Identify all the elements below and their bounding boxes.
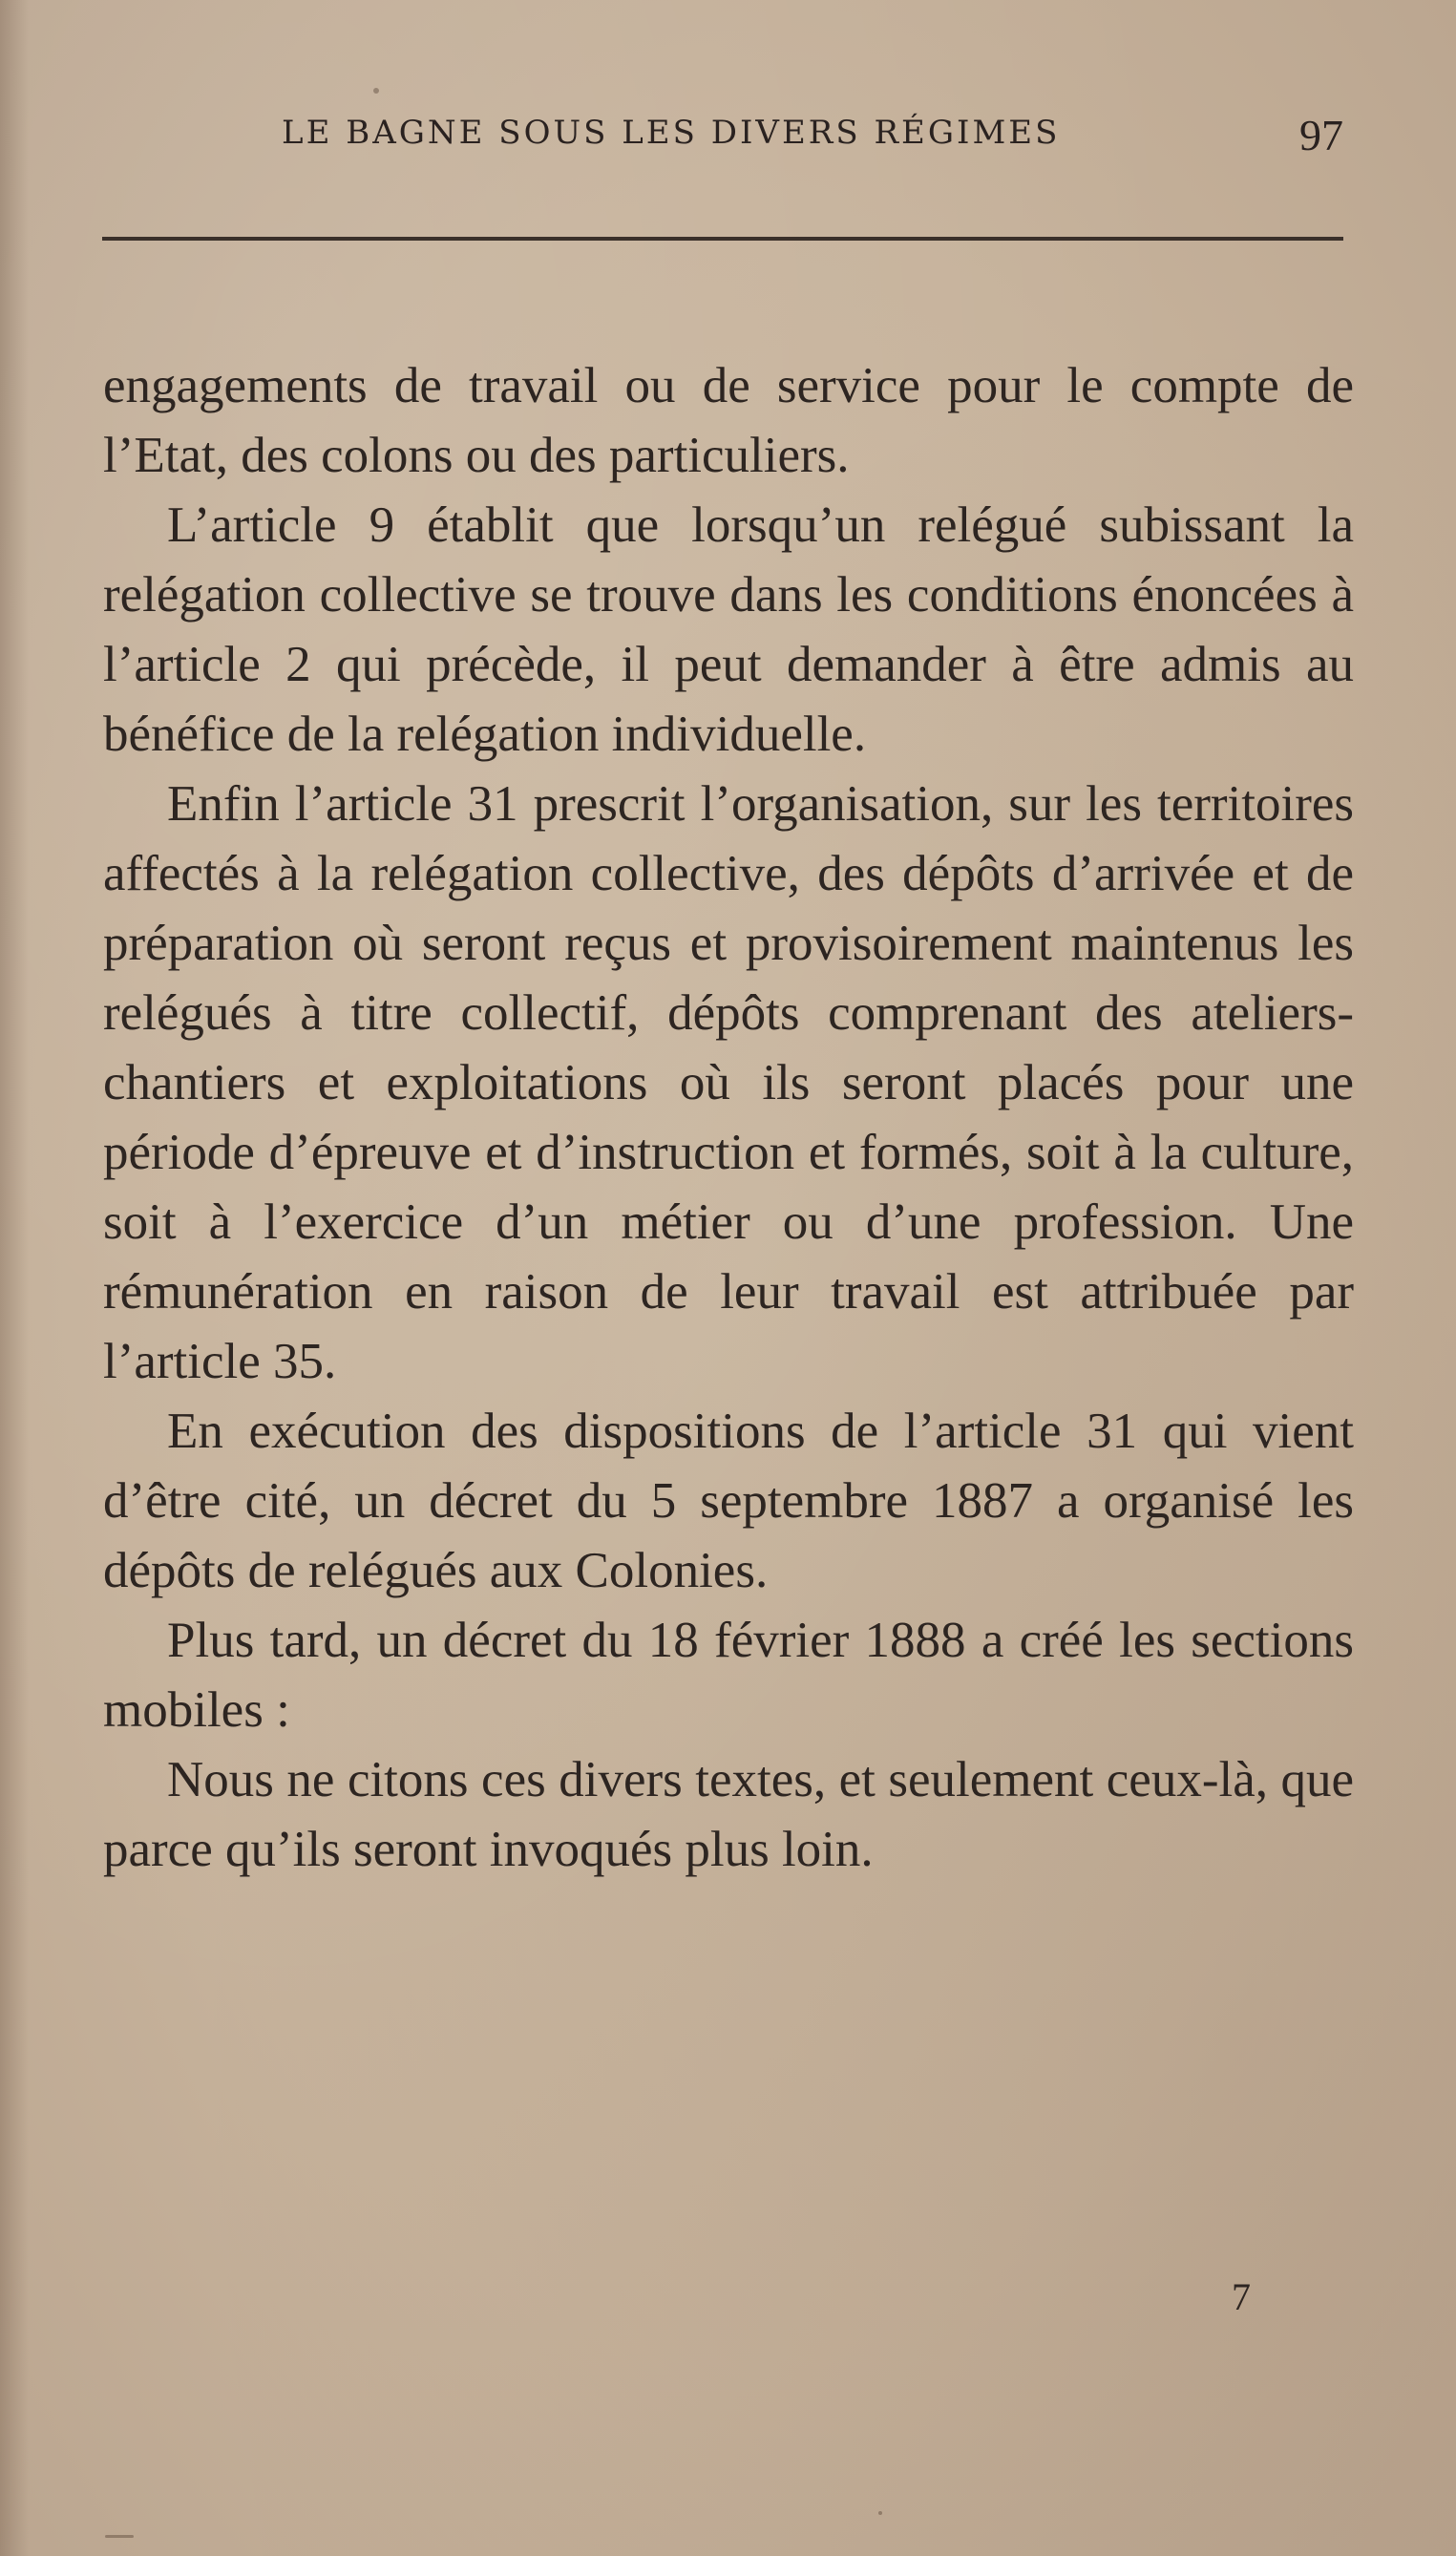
header-rule [102, 237, 1343, 241]
ink-speck [105, 2535, 134, 2538]
paragraph: En exécution des dispositions de l’article 31 qui vient d’être cité, un décret du 5 septembre 1887 a organisé les dépôts de relégués aux Colonies. [103, 1404, 1354, 1598]
paragraph: L’article 9 établit que lorsqu’un relégué subissant la relégation collective se trouve dans les conditions énoncées à l’article 2 qui précède, il peut demander à être admis au bénéfice de la relégation individuelle. [103, 497, 1354, 762]
page-number: 97 [1299, 111, 1343, 159]
ink-speck [878, 2511, 882, 2515]
signature-mark: 7 [1232, 2275, 1251, 2318]
paragraph: Plus tard, un décret du 18 février 1888 a créé les sections mobiles : [103, 1613, 1354, 1738]
paragraph-continued: engagements de travail ou de service pour le compte de l’Etat, des colons ou des particuliers. [103, 358, 1354, 483]
page-edge-shadow [0, 0, 29, 2556]
running-head: LE BAGNE SOUS LES DIVERS RÉGIMES [282, 114, 1061, 152]
body-text [103, 351, 1354, 1885]
page-header [102, 110, 1343, 167]
ink-speck [373, 88, 379, 94]
paragraph: Nous ne citons ces divers textes, et seulement ceux-là, que parce qu’ils seront invoqués plus loin. [103, 1752, 1354, 1877]
paragraph: Enfin l’article 31 prescrit l’organisation, sur les territoires affectés à la relégation collective, des dépôts d’arrivée et de préparation où seront reçus et provisoirement maintenus les relégués à titre collectif, dépôts comprenant des ateliers-chantiers et exploitations où ils seront placés pour une période d’épreuve et d’instruction et formés, soit à la culture, soit à l’exercice d’un métier ou d’une profession. Une rémunération en raison de leur travail est attribuée par l’article 35. [103, 776, 1354, 1389]
